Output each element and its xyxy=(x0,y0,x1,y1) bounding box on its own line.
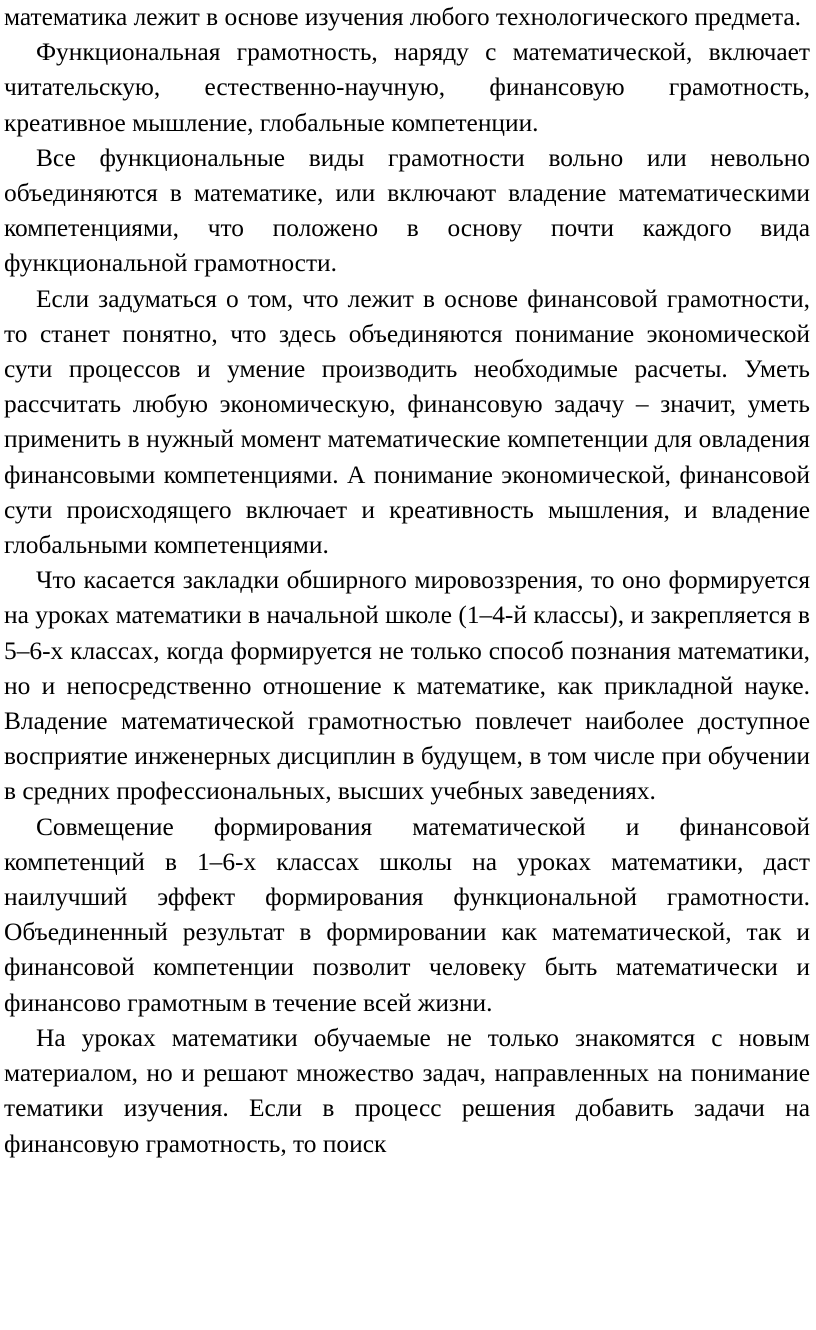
paragraph-6: Совмещение формирования математической и финансовой компетенций в 1–6-х классах школы на уроках математики, даст наилучший эффект формирования функциональной грамотности. Объединенный результат в формировании как математической, так и финансовой компетенции позволит человеку быть математически и финансово грамотным в течение всей жизни. xyxy=(4,812,810,1017)
paragraph-2: Функциональная грамотность, наряду с математической, включает читательскую, естественно-научную, финансовую грамотность, креативное мышление, глобальные компетенции. xyxy=(4,38,810,137)
paragraph-5: Что касается закладки обширного мировоззрения, то оно формируется на уроках математики в начальной школе (1–4-й классы), и закрепляется в 5–6-х классах, когда формируется не только способ познания математики, но и непосредственно отношение к математике, как прикладной науке. Владение математической грамотностью повлечет наиболее доступное восприятие инженерных дисциплин в будущем, в том числе при обучении в средних профессиональных, высших учебных заведениях. xyxy=(4,566,810,806)
paragraph-4: Если задуматься о том, что лежит в основе финансовой грамотности, то станет понятно, что здесь объединяются понимание экономической сути процессов и умение производить необходимые расчеты. Уметь рассчитать любую экономическую, финансовую задачу – значит, уметь применить в нужный момент математические компетенции для овладения финансовыми компетенциями. А понимание экономической, финансовой сути происходящего включает и креативность мышления, и владение глобальными компетенциями. xyxy=(4,284,810,560)
paragraph-7: На уроках математики обучаемые не только знакомятся с новым материалом, но и решают множество задач, направленных на понимание тематики изучения. Если в процесс решения добавить задачи на финансовую грамотность, то поиск xyxy=(4,1023,810,1158)
document-page xyxy=(4,0,810,1162)
paragraph-3: Все функциональные виды грамотности вольно или невольно объединяются в математике, или включают владение математическими компетенциями, что положено в основу почти каждого вида функциональной грамотности. xyxy=(4,143,810,278)
paragraph-1: математика лежит в основе изучения любого технологического предмета. xyxy=(4,3,801,31)
